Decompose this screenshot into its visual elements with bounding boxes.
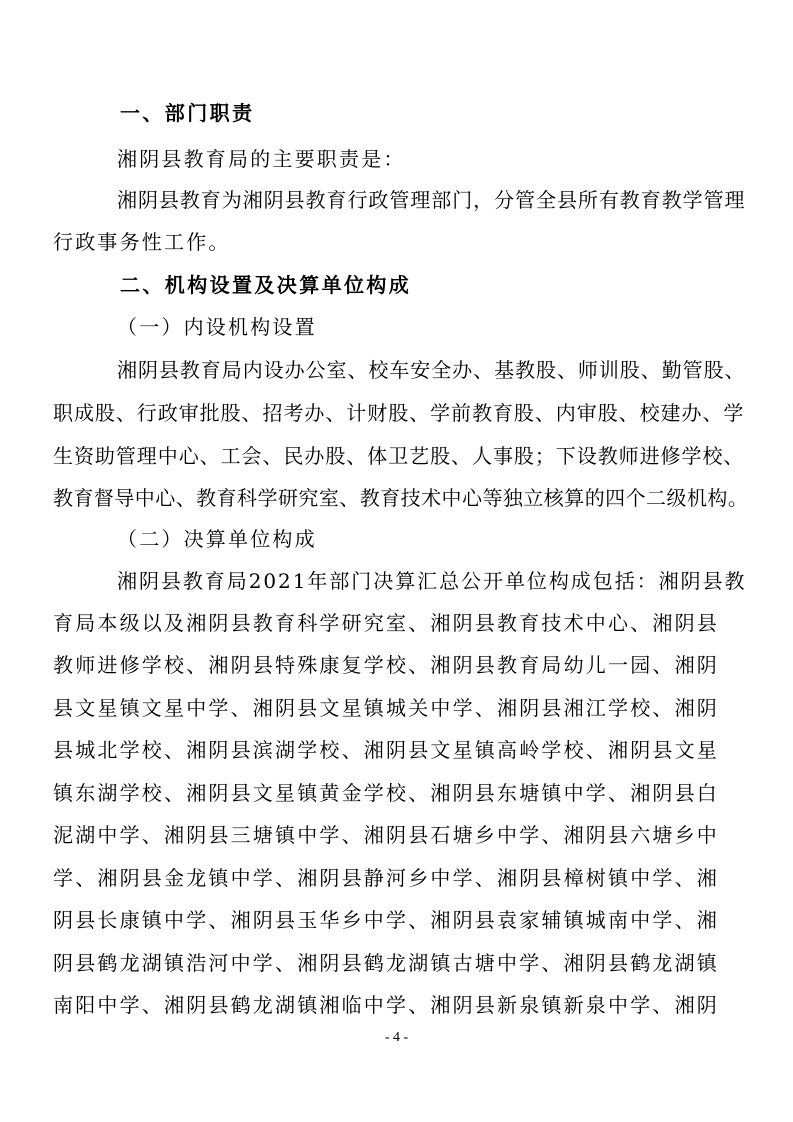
section1-intro: 湘阴县教育局的主要职责是： [117, 147, 406, 171]
subsection2-line: 县城北学校、湘阴县滨湖学校、湘阴县文星镇高岭学校、湘阴县文星 [53, 738, 719, 762]
section1-heading: 一、部门职责 [120, 101, 255, 125]
subsection2-line: 湘阴县教育局2021年部门决算汇总公开单位构成包括：湘阴县教 [117, 569, 747, 593]
subsection2-heading: （二）决算单位构成 [117, 527, 317, 551]
subsection1-heading: （一）内设机构设置 [117, 315, 317, 339]
subsection1-line: 湘阴县教育局内设办公室、校车安全办、基教股、师训股、勤管股、 [117, 358, 746, 382]
subsection2-line: 泥湖中学、湘阴县三塘镇中学、湘阴县石塘乡中学、湘阴县六塘乡中 [53, 823, 719, 847]
section2-heading: 二、机构设置及决算单位构成 [120, 273, 412, 297]
subsection2-line: 南阳中学、湘阴县鹤龙湖镇湘临中学、湘阴县新泉镇新泉中学、湘阴 [53, 993, 719, 1017]
subsection1-line: 职成股、行政审批股、招考办、计财股、学前教育股、内审股、校建办、学 [53, 401, 745, 425]
subsection2-line: 县文星镇文星中学、湘阴县文星镇城关中学、湘阴县湘江学校、湘阴 [53, 696, 719, 720]
section1-paragraph-line: 行政事务性工作。 [53, 230, 231, 254]
subsection2-line: 学、湘阴县金龙镇中学、湘阴县静河乡中学、湘阴县樟树镇中学、湘 [53, 866, 719, 890]
subsection1-line: 教育督导中心、教育科学研究室、教育技术中心等独立核算的四个二级机构。 [53, 486, 749, 510]
subsection2-line: 阴县鹤龙湖镇浩河中学、湘阴县鹤龙湖镇古塘中学、湘阴县鹤龙湖镇 [53, 951, 719, 975]
page-number: - 4 - [384, 1030, 409, 1045]
subsection2-line: 阴县长康镇中学、湘阴县玉华乡中学、湘阴县袁家辅镇城南中学、湘 [53, 908, 719, 932]
subsection2-line: 教师进修学校、湘阴县特殊康复学校、湘阴县教育局幼儿一园、湘阴 [53, 653, 719, 677]
subsection2-line: 育局本级以及湘阴县教育科学研究室、湘阴县教育技术中心、湘阴县 [53, 611, 719, 635]
section1-paragraph-line: 湘阴县教育为湘阴县教育行政管理部门，分管全县所有教育教学管理 [117, 188, 746, 212]
subsection1-line: 生资助管理中心、工会、民办股、体卫艺股、人事股；下设教师进修学校、 [53, 444, 745, 468]
subsection2-line: 镇东湖学校、湘阴县文星镇黄金学校、湘阴县东塘镇中学、湘阴县白 [53, 781, 719, 805]
